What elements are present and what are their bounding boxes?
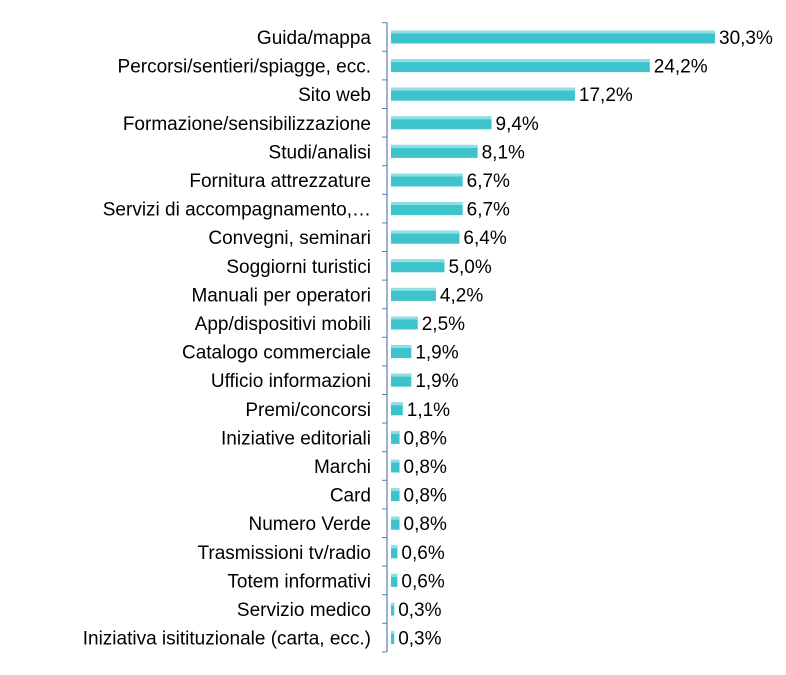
category-label: Totem informativi — [227, 571, 371, 593]
bar-highlight — [391, 202, 463, 205]
category-label: Formazione/sensibilizzazione — [122, 113, 371, 135]
bar-highlight — [391, 231, 459, 234]
bar-highlight — [391, 317, 418, 320]
category-label: Card — [329, 485, 371, 507]
value-label: 8,1% — [481, 142, 525, 164]
bar-highlight — [391, 116, 492, 119]
bar-highlight — [391, 631, 394, 634]
category-label: Servizi di accompagnamento,… — [102, 199, 371, 221]
category-label: Iniziativa isitituzionale (carta, ecc.) — [82, 628, 371, 650]
bar-highlight — [391, 460, 400, 463]
category-label: Fornitura attrezzature — [189, 171, 371, 192]
bar-highlight — [391, 603, 394, 606]
bar-highlight — [391, 31, 715, 34]
category-label: Convegni, seminari — [208, 228, 371, 250]
bar-highlight — [391, 288, 436, 291]
category-label: Iniziative editoriali — [221, 428, 371, 450]
category-label: Servizio medico — [236, 600, 371, 621]
bar-highlight — [391, 431, 400, 434]
value-label: 5,0% — [448, 256, 492, 278]
value-label: 0,8% — [403, 485, 447, 507]
bar-highlight — [391, 517, 400, 520]
bar-highlight — [391, 88, 575, 91]
category-label: Trasmissioni tv/radio — [197, 542, 371, 564]
category-label: Marchi — [313, 457, 371, 478]
value-label: 6,7% — [466, 199, 510, 221]
category-label: Catalogo commerciale — [181, 342, 371, 364]
value-label: 0,8% — [403, 514, 447, 536]
bar-highlight — [391, 374, 411, 377]
value-label: 9,4% — [495, 113, 539, 135]
category-labels — [83, 28, 372, 650]
category-label: Percorsi/sentieri/spiagge, ecc. — [117, 56, 371, 78]
value-label: 30,3% — [719, 28, 773, 49]
value-label: 2,5% — [421, 314, 466, 335]
bar-highlight — [391, 488, 400, 491]
category-label: Numero Verde — [248, 514, 371, 536]
value-label: 1,9% — [415, 371, 459, 393]
value-label: 0,8% — [403, 428, 447, 450]
value-label: 1,1% — [406, 399, 451, 421]
category-label: App/dispositivi mobili — [194, 314, 371, 335]
category-axis — [382, 23, 387, 652]
bar-highlight — [391, 145, 478, 148]
category-label: Sito web — [298, 85, 371, 107]
value-label: 0,8% — [403, 457, 447, 478]
category-label: Soggiorni turistici — [226, 256, 371, 278]
value-label: 6,7% — [466, 171, 510, 192]
category-label: Premi/concorsi — [245, 399, 371, 421]
bar-highlight — [391, 402, 403, 405]
value-label: 24,2% — [653, 56, 708, 78]
bar-highlight — [391, 545, 397, 548]
bar-highlight — [391, 574, 397, 577]
value-label: 1,9% — [415, 342, 459, 364]
category-label: Studi/analisi — [268, 142, 371, 164]
bar-highlight — [391, 259, 444, 262]
value-label: 0,6% — [401, 542, 445, 564]
category-label: Manuali per operatori — [191, 285, 371, 307]
category-label: Guida/mappa — [256, 28, 371, 49]
bar-highlight — [391, 59, 650, 62]
value-label: 0,3% — [398, 600, 442, 621]
value-label: 4,2% — [439, 285, 484, 307]
value-label: 0,6% — [401, 571, 445, 593]
value-label: 17,2% — [578, 85, 633, 107]
bar-highlight — [391, 174, 463, 177]
bar-highlight — [391, 345, 411, 348]
value-label: 6,4% — [463, 228, 507, 250]
category-label: Ufficio informazioni — [210, 371, 371, 393]
value-label: 0,3% — [398, 628, 442, 650]
